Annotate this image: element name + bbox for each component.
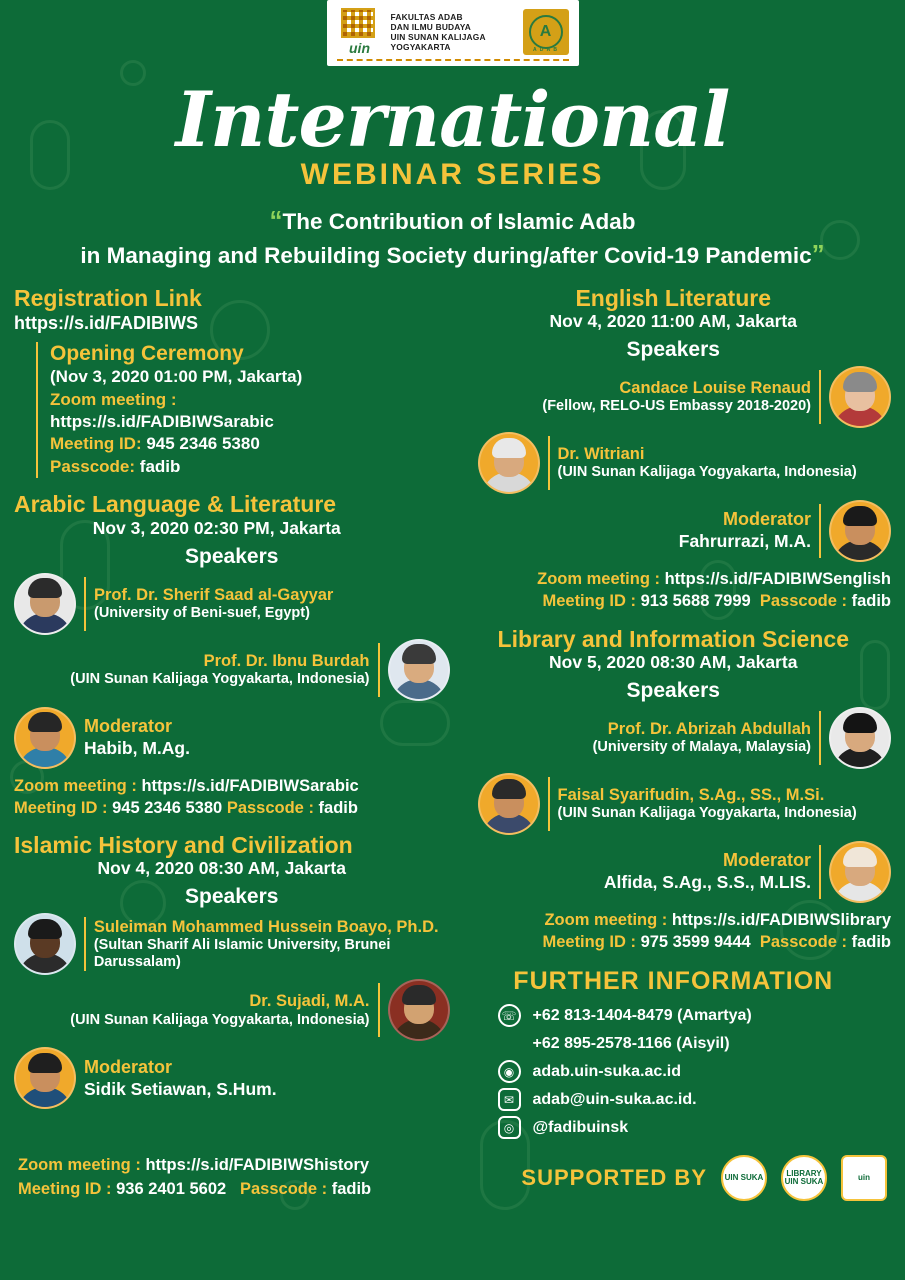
faculty-header-card [327, 0, 579, 66]
passcode: fadib [851, 592, 891, 611]
speaker-name: Dr. Sujadi, M.A. [249, 992, 370, 1011]
speaker-info [70, 991, 369, 1029]
speaker-affiliation: (UIN Sunan Kalijaga Yogyakarta, Indonesia) [70, 670, 370, 687]
opening-ceremony-block [36, 342, 450, 478]
registration-label: Registration Link [14, 284, 202, 311]
zoom-label: Zoom meeting : [14, 776, 137, 795]
opening-datetime: (Nov 3, 2020 01:00 PM, Jakarta) [50, 367, 303, 387]
adab-logo-letter: A [529, 15, 563, 49]
moderator-name: Sidik Setiawan, S.Hum. [84, 1078, 277, 1099]
faculty-name [391, 12, 515, 53]
speaker-info [94, 585, 333, 623]
speaker-name: Candace Louise Renaud [619, 379, 811, 398]
theme-line-1: The Contribution of Islamic Adab [282, 209, 636, 235]
left-column [14, 286, 450, 1145]
session-library-date: Nov 5, 2020 08:30 AM, Jakarta [549, 651, 798, 672]
speaker-name: Prof. Dr. Sherif Saad al-Gayyar [94, 585, 334, 604]
meeting-id: 913 5688 7999 [640, 592, 751, 611]
supported-by-label: SUPPORTED BY [521, 1165, 707, 1191]
whatsapp-icon: ☏ [498, 1004, 521, 1027]
speaker-name: Prof. Dr. Ibnu Burdah [203, 651, 370, 670]
zoom-label: Zoom meeting : [18, 1156, 141, 1175]
moderator-row [456, 500, 892, 562]
list-item [498, 1004, 892, 1027]
adab-logo-label: A D A B [532, 47, 559, 53]
divider [819, 504, 821, 558]
moderator-label: Moderator [722, 850, 811, 871]
moderator-row [14, 707, 450, 769]
opening-meeting-id-label: Meeting ID: [50, 434, 142, 454]
faculty-line-4: YOGYAKARTA [390, 42, 451, 53]
contact-email[interactable]: adab@uin-suka.ac.id. [532, 1090, 697, 1108]
speaker-info [558, 785, 857, 823]
session-library-zoom [456, 909, 892, 954]
speaker-name: Faisal Syarifudin, S.Ag., SS., M.Si. [557, 786, 825, 804]
theme-line-2: in Managing and Rebuilding Society during/after Covid-19 Pandemic [80, 242, 812, 268]
moderator-info [84, 1057, 277, 1100]
speaker-name: Suleiman Mohammed Hussein Boayo, Ph.D. [93, 917, 439, 936]
quote-close-icon: ” [811, 238, 825, 269]
divider [548, 436, 550, 490]
faculty-line-2: DAN ILMU BUDAYA [390, 21, 472, 32]
meeting-id-label: Meeting ID : [542, 592, 636, 611]
adab-logo-icon [523, 9, 569, 55]
passcode-label: Passcode : [226, 798, 314, 817]
meeting-id-label: Meeting ID : [542, 933, 636, 952]
speaker-name: Dr. Witriani [557, 445, 645, 464]
divider [84, 917, 86, 971]
speaker-row [14, 979, 450, 1041]
opening-meeting-id: 945 2346 5380 [146, 434, 260, 454]
session-english-title: English Literature [575, 284, 772, 311]
session-english-speakers-label: Speakers [626, 338, 720, 362]
session-arabic-title: Arabic Language & Literature [14, 491, 337, 518]
divider [378, 983, 380, 1037]
avatar [478, 773, 540, 835]
avatar [829, 841, 891, 903]
divider [819, 370, 821, 424]
speaker-affiliation: (Sultan Sharif Ali Islamic University, Brunei Darussalam) [93, 936, 391, 971]
registration-link[interactable]: https://s.id/FADIBIWS [14, 313, 198, 334]
meeting-id: 975 3599 9444 [640, 933, 751, 952]
avatar [829, 366, 891, 428]
perpustakaan-seal-icon: LIBRARY UIN SUKA [781, 1155, 827, 1201]
speaker-affiliation: (University of Beni-suef, Egypt) [94, 604, 310, 621]
speaker-row [14, 913, 450, 975]
meeting-id-label: Meeting ID : [14, 798, 108, 817]
uin-logo-icon [337, 8, 383, 56]
uin-badge-icon: uin [841, 1155, 887, 1201]
contact-phone-2: +62 895-2578-1166 (Aisyil) [532, 1034, 730, 1052]
quote-open-icon: “ [269, 205, 283, 236]
avatar [388, 639, 450, 701]
speaker-affiliation: (University of Malaya, Malaysia) [592, 739, 811, 756]
opening-passcode-label: Passcode: [50, 456, 136, 476]
avatar [478, 432, 540, 494]
speaker-name: Prof. Dr. Abrizah Abdullah [607, 720, 811, 738]
speaker-info [593, 719, 811, 757]
session-library-title: Library and Information Science [497, 625, 849, 652]
moderator-name: Alfida, S.Ag., S.S., M.LIS. [603, 872, 811, 893]
further-information-list [456, 1004, 892, 1139]
list-item [498, 1116, 892, 1139]
zoom-link[interactable]: https://s.id/FADIBIWSenglish [664, 570, 891, 589]
contact-website[interactable]: adab.uin-suka.ac.id [532, 1062, 681, 1080]
moderator-name: Habib, M.Ag. [84, 737, 190, 758]
faculty-line-1: FAKULTAS ADAB [390, 11, 463, 22]
opening-zoom-link[interactable]: https://s.id/FADIBIWSarabic [50, 411, 274, 431]
divider [378, 643, 380, 697]
session-history-date: Nov 4, 2020 08:30 AM, Jakarta [97, 858, 346, 879]
faculty-line-3: UIN SUNAN KALIJAGA [390, 32, 486, 42]
speaker-info [94, 917, 450, 973]
zoom-link[interactable]: https://s.id/FADIBIWSarabic [141, 776, 359, 795]
speaker-info [542, 378, 811, 416]
moderator-info [604, 850, 811, 893]
session-english [456, 286, 892, 613]
speaker-info [70, 651, 369, 689]
further-information-title: FURTHER INFORMATION [513, 967, 834, 996]
session-arabic [14, 492, 450, 819]
zoom-link[interactable]: https://s.id/FADIBIWShistory [145, 1156, 370, 1175]
avatar [14, 913, 76, 975]
avatar [829, 500, 891, 562]
speaker-row [456, 773, 892, 835]
passcode: fadib [331, 1180, 372, 1199]
passcode: fadib [318, 798, 358, 817]
divider [819, 711, 821, 765]
divider [548, 777, 550, 831]
envelope-icon: ✉ [498, 1088, 521, 1111]
speaker-row [456, 366, 892, 428]
right-column [456, 286, 892, 1145]
moderator-label: Moderator [84, 715, 173, 736]
uin-suka-seal-icon: UIN SUKA [721, 1155, 767, 1201]
instagram-icon: ◎ [498, 1116, 521, 1139]
moderator-label: Moderator [84, 1056, 173, 1077]
avatar [829, 707, 891, 769]
session-history-speakers-label: Speakers [185, 885, 279, 909]
page-title: International [175, 75, 730, 164]
speaker-affiliation: (UIN Sunan Kalijaga Yogyakarta, Indonesia) [557, 464, 857, 481]
session-english-date: Nov 4, 2020 11:00 AM, Jakarta [549, 311, 797, 332]
speaker-row [14, 639, 450, 701]
moderator-row [14, 1047, 450, 1109]
session-history [14, 833, 450, 1109]
speaker-info [558, 444, 857, 482]
uin-logo-text: uin [349, 40, 370, 56]
meeting-id-label: Meeting ID : [18, 1180, 112, 1199]
speaker-row [456, 432, 892, 494]
speaker-affiliation: (UIN Sunan Kalijaga Yogyakarta, Indonesia) [70, 1011, 370, 1028]
speaker-affiliation: (Fellow, RELO-US Embassy 2018-2020) [542, 398, 811, 415]
whatsapp-icon-placeholder [498, 1032, 521, 1055]
footer [0, 1144, 905, 1216]
meeting-id: 936 2401 5602 [116, 1180, 227, 1199]
session-arabic-date: Nov 3, 2020 02:30 PM, Jakarta [92, 517, 341, 538]
passcode-label: Passcode : [759, 592, 847, 611]
passcode-label: Passcode : [759, 933, 847, 952]
speaker-row [14, 573, 450, 635]
zoom-label: Zoom meeting : [544, 910, 668, 929]
avatar [388, 979, 450, 1041]
session-library-speakers-label: Speakers [626, 678, 720, 702]
session-arabic-speakers-label: Speakers [185, 544, 279, 568]
list-item [498, 1088, 892, 1111]
zoom-label: Zoom meeting : [537, 570, 660, 589]
page-subtitle: WEBINAR SERIES [300, 158, 605, 192]
session-library [456, 627, 892, 954]
divider [819, 845, 821, 899]
avatar [14, 1047, 76, 1109]
contact-phone-1: +62 813-1404-8479 (Amartya) [532, 1006, 752, 1024]
passcode-label: Passcode : [239, 1180, 328, 1199]
session-english-zoom [456, 568, 892, 613]
list-item [498, 1060, 892, 1083]
session-history-zoom [18, 1154, 371, 1202]
sessions-columns [0, 286, 905, 1145]
divider [84, 577, 86, 631]
globe-icon: ◉ [498, 1060, 521, 1083]
moderator-row [456, 841, 892, 903]
meeting-id: 945 2346 5380 [112, 798, 223, 817]
moderator-info [84, 716, 190, 759]
speaker-affiliation: (UIN Sunan Kalijaga Yogyakarta, Indonesia) [557, 805, 857, 822]
contact-instagram[interactable]: @fadibuinsk [532, 1118, 629, 1136]
opening-passcode: fadib [139, 456, 181, 476]
opening-zoom-label: Zoom meeting : [50, 389, 177, 409]
moderator-name: Fahrurrazi, M.A. [678, 531, 811, 552]
moderator-info [679, 509, 811, 552]
session-arabic-zoom [14, 775, 450, 820]
opening-title: Opening Ceremony [50, 342, 244, 366]
event-theme [20, 204, 885, 272]
avatar [14, 707, 76, 769]
list-item [498, 1032, 892, 1055]
moderator-label: Moderator [722, 509, 811, 530]
speaker-row [456, 707, 892, 769]
session-history-title: Islamic History and Civilization [14, 832, 353, 859]
supported-by [521, 1155, 887, 1201]
avatar [14, 573, 76, 635]
passcode: fadib [851, 933, 891, 952]
zoom-link[interactable]: https://s.id/FADIBIWSlibrary [671, 910, 891, 929]
